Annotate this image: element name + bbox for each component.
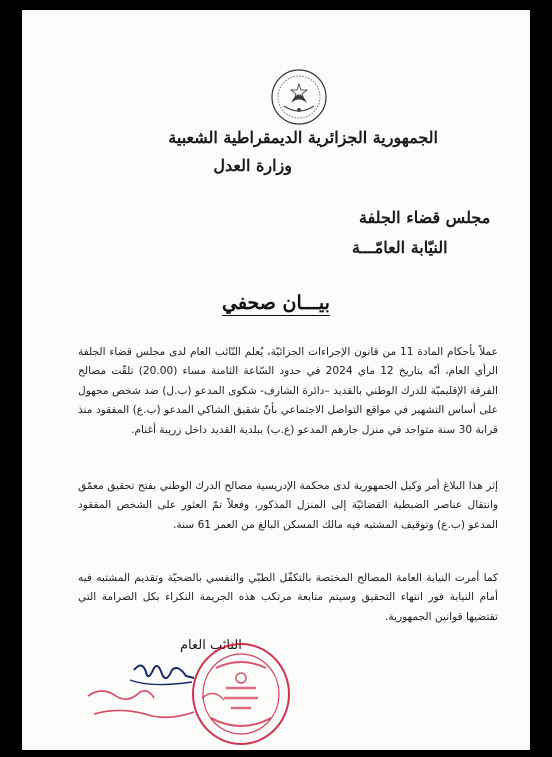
republic-name: الجمهورية الجزائرية الديمقراطية الشعبية [168,128,438,147]
document-title: بيـــان صحفي [222,292,330,314]
ministry-name: وزارة العدل [213,156,292,175]
handwritten-signature [82,658,242,738]
paragraph-1: عملاً بأحكام المادة 11 من قانون الإجراءات الجزائيّة، يُعلم النّائب العام لدى مجلس قضاء الجلفة الرأي العام، أنّه بتاريخ 12 ماي 2024 في حدود السّاعة الثامنة مساء (20.00) تلقّت مصالح الفرقة الإقليميّة للدرك الوطني بالقديد –دائرة الشارف- شكوى المدعو (ب.ل) ضد شخص مجهول على أساس التشهير في مواقع التواصل الاجتماعي بأنّ شقيق الشاكي المدعو (ب.ع) المفقود منذ قرابة 30 سنة متواجد في منزل جارهم المدعو (ع.ب) ببلدية القديد داخل زريبة أغنام. [78,345,499,436]
paragraph-2: إثر هذا البلاغ أمر وكيل الجمهورية لدى محكمة الإدريسية مصالح الدرك الوطني بفتح تحقيق معمّق وانتقال عناصر الضبطية القضائيّة إلى المنزل المذكور، وفعلاً تمّ العثور على الشخص المفقود المدعو (ب.ع) وتوقيف المشتبه فيه مالك المسكن البالغ من العمر 61 سنة. [78,479,498,531]
signer-role: النائب العام [180,638,242,653]
council-name: مجلس قضاء الجلفة [359,208,491,227]
paragraph-3: كما أمرت النيابة العامة المصالح المختصة بالتكفّل الطبّي والنفسي بالضحيّة وتقديم المشتبه فيه أمام النيابة فور انتهاء التحقيق وسيتم متابعة مرتكب هذه الجريمة النكراء بكل الصرامة التي تقتضيها قوانين الجمهورية. [78,571,498,623]
prosecution-office: النيّابة العامّـــة [352,238,448,257]
algeria-emblem-icon [270,68,328,126]
document-page [22,10,530,750]
